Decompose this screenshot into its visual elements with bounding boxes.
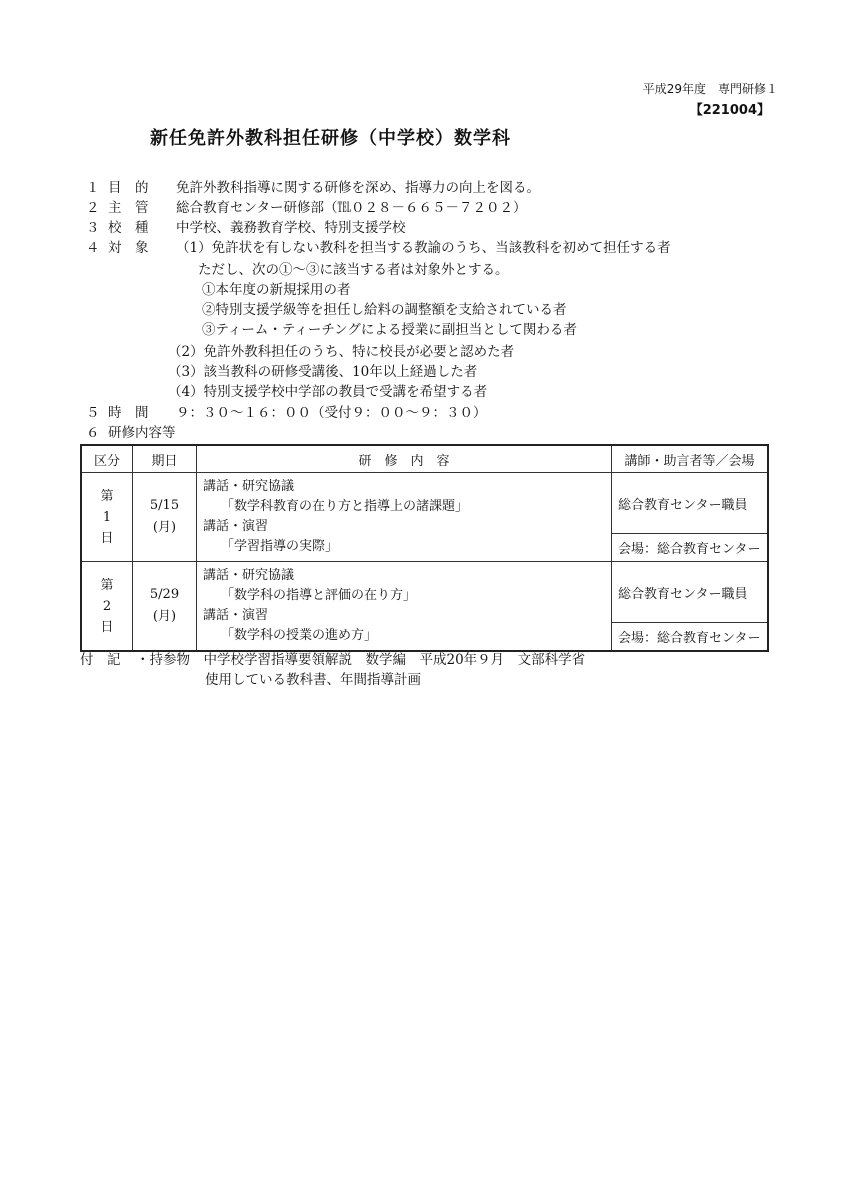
venue-cell: 会場：総合教育センター bbox=[612, 534, 769, 562]
session-topic: 「数学科教育の在り方と指導上の諸課題」 bbox=[221, 499, 469, 514]
item-label: 主 管 bbox=[108, 200, 149, 216]
col-date: 期日 bbox=[133, 445, 197, 473]
note-text: ・持参物 中学校学習指導要領解説 数学編 平成20年９月 文部科学省 bbox=[136, 652, 586, 668]
item-label: 対 象 bbox=[108, 240, 149, 256]
col-content: 研 修 内 容 bbox=[197, 445, 612, 473]
item-organizer bbox=[86, 198, 526, 218]
session-topic: 「学習指導の実際」 bbox=[221, 539, 339, 554]
exclusion-3: ③ティーム・ティーチングによる授業に副担当として関わる者 bbox=[202, 322, 577, 338]
day-cell bbox=[81, 473, 133, 562]
item-text: ９：３０～１６：００（受付９：００～９：３０） bbox=[176, 405, 487, 421]
session-topic: 「数学科の指導と評価の在り方」 bbox=[221, 588, 417, 603]
item-number: ２ bbox=[86, 200, 100, 216]
date: 5/29 bbox=[149, 587, 180, 602]
item-text: 中学校、義務教育学校、特別支援学校 bbox=[176, 220, 406, 236]
weekday: (月) bbox=[152, 609, 177, 624]
note-label: 付 記 bbox=[80, 652, 121, 668]
day-char: 第 bbox=[100, 488, 114, 504]
item-label: 時 間 bbox=[108, 405, 149, 421]
item-purpose bbox=[86, 178, 540, 198]
col-kubun: 区分 bbox=[81, 445, 133, 473]
table-header-row bbox=[81, 445, 768, 473]
day-cell bbox=[81, 562, 133, 652]
date-cell bbox=[133, 562, 197, 652]
header-year: 平成29年度 専門研修１ bbox=[642, 82, 778, 96]
venue-cell: 会場：総合教育センター bbox=[612, 623, 769, 651]
day-number: 1 bbox=[102, 509, 112, 525]
target-1: （1）免許状を有しない教科を担当する教諭のうち、当該教科を初めて担任する者 bbox=[176, 240, 671, 256]
item-time bbox=[86, 403, 487, 423]
note-line-1 bbox=[80, 650, 585, 670]
content-cell bbox=[197, 562, 612, 652]
item-label: 研修内容等 bbox=[108, 425, 176, 441]
item-number: ６ bbox=[86, 425, 100, 441]
day-char: 日 bbox=[100, 530, 114, 546]
weekday: (月) bbox=[152, 520, 177, 535]
session-type: 講話・研究協議 bbox=[203, 479, 295, 494]
content-cell bbox=[197, 473, 612, 562]
target-2: （2）免許外教科担任のうち、特に校長が必要と認めた者 bbox=[168, 344, 515, 360]
item-school-type bbox=[86, 218, 406, 238]
table-row bbox=[81, 473, 768, 534]
session-type: 講話・演習 bbox=[203, 608, 269, 623]
note-line-2: 使用している教科書、年間指導計画 bbox=[205, 672, 421, 688]
item-number: ３ bbox=[86, 220, 100, 236]
exclusion-1: ①本年度の新規採用の者 bbox=[202, 282, 351, 298]
item-number: ５ bbox=[86, 405, 100, 421]
target-3: （3）該当教科の研修受講後、10年以上経過した者 bbox=[168, 364, 478, 380]
exclusion-2: ②特別支援学級等を担任し給料の調整額を支給されている者 bbox=[202, 302, 567, 318]
item-text: 免許外教科指導に関する研修を深め、指導力の向上を図る。 bbox=[176, 180, 540, 196]
session-type: 講話・研究協議 bbox=[203, 568, 295, 583]
date-cell bbox=[133, 473, 197, 562]
day-char: 日 bbox=[100, 619, 114, 635]
lecturer-cell: 総合教育センター職員 bbox=[612, 473, 769, 534]
day-number: 2 bbox=[102, 598, 112, 614]
session-type: 講話・演習 bbox=[203, 519, 269, 534]
table-row bbox=[81, 562, 768, 623]
item-number: １ bbox=[86, 180, 100, 196]
item-number: ４ bbox=[86, 240, 100, 256]
item-target bbox=[86, 238, 671, 258]
date: 5/15 bbox=[149, 498, 180, 513]
page-title: 新任免許外教科担任研修（中学校）数学科 bbox=[150, 128, 511, 149]
header-code: 【221004】 bbox=[689, 103, 770, 118]
day-char: 第 bbox=[100, 577, 114, 593]
schedule-table bbox=[80, 444, 769, 652]
session-topic: 「数学科の授業の進め方」 bbox=[221, 628, 378, 643]
item-text: 総合教育センター研修部（℡０２８－６６５－７２０２） bbox=[176, 200, 527, 216]
item-label: 校 種 bbox=[108, 220, 149, 236]
target-4: （4）特別支援学校中学部の教員で受講を希望する者 bbox=[168, 384, 488, 400]
item-contents bbox=[86, 423, 176, 443]
lecturer-cell: 総合教育センター職員 bbox=[612, 562, 769, 623]
item-label: 目 的 bbox=[108, 180, 149, 196]
col-lecturer: 講師・助言者等／会場 bbox=[612, 445, 769, 473]
target-1-note: ただし、次の①～③に該当する者は対象外とする。 bbox=[198, 262, 509, 278]
